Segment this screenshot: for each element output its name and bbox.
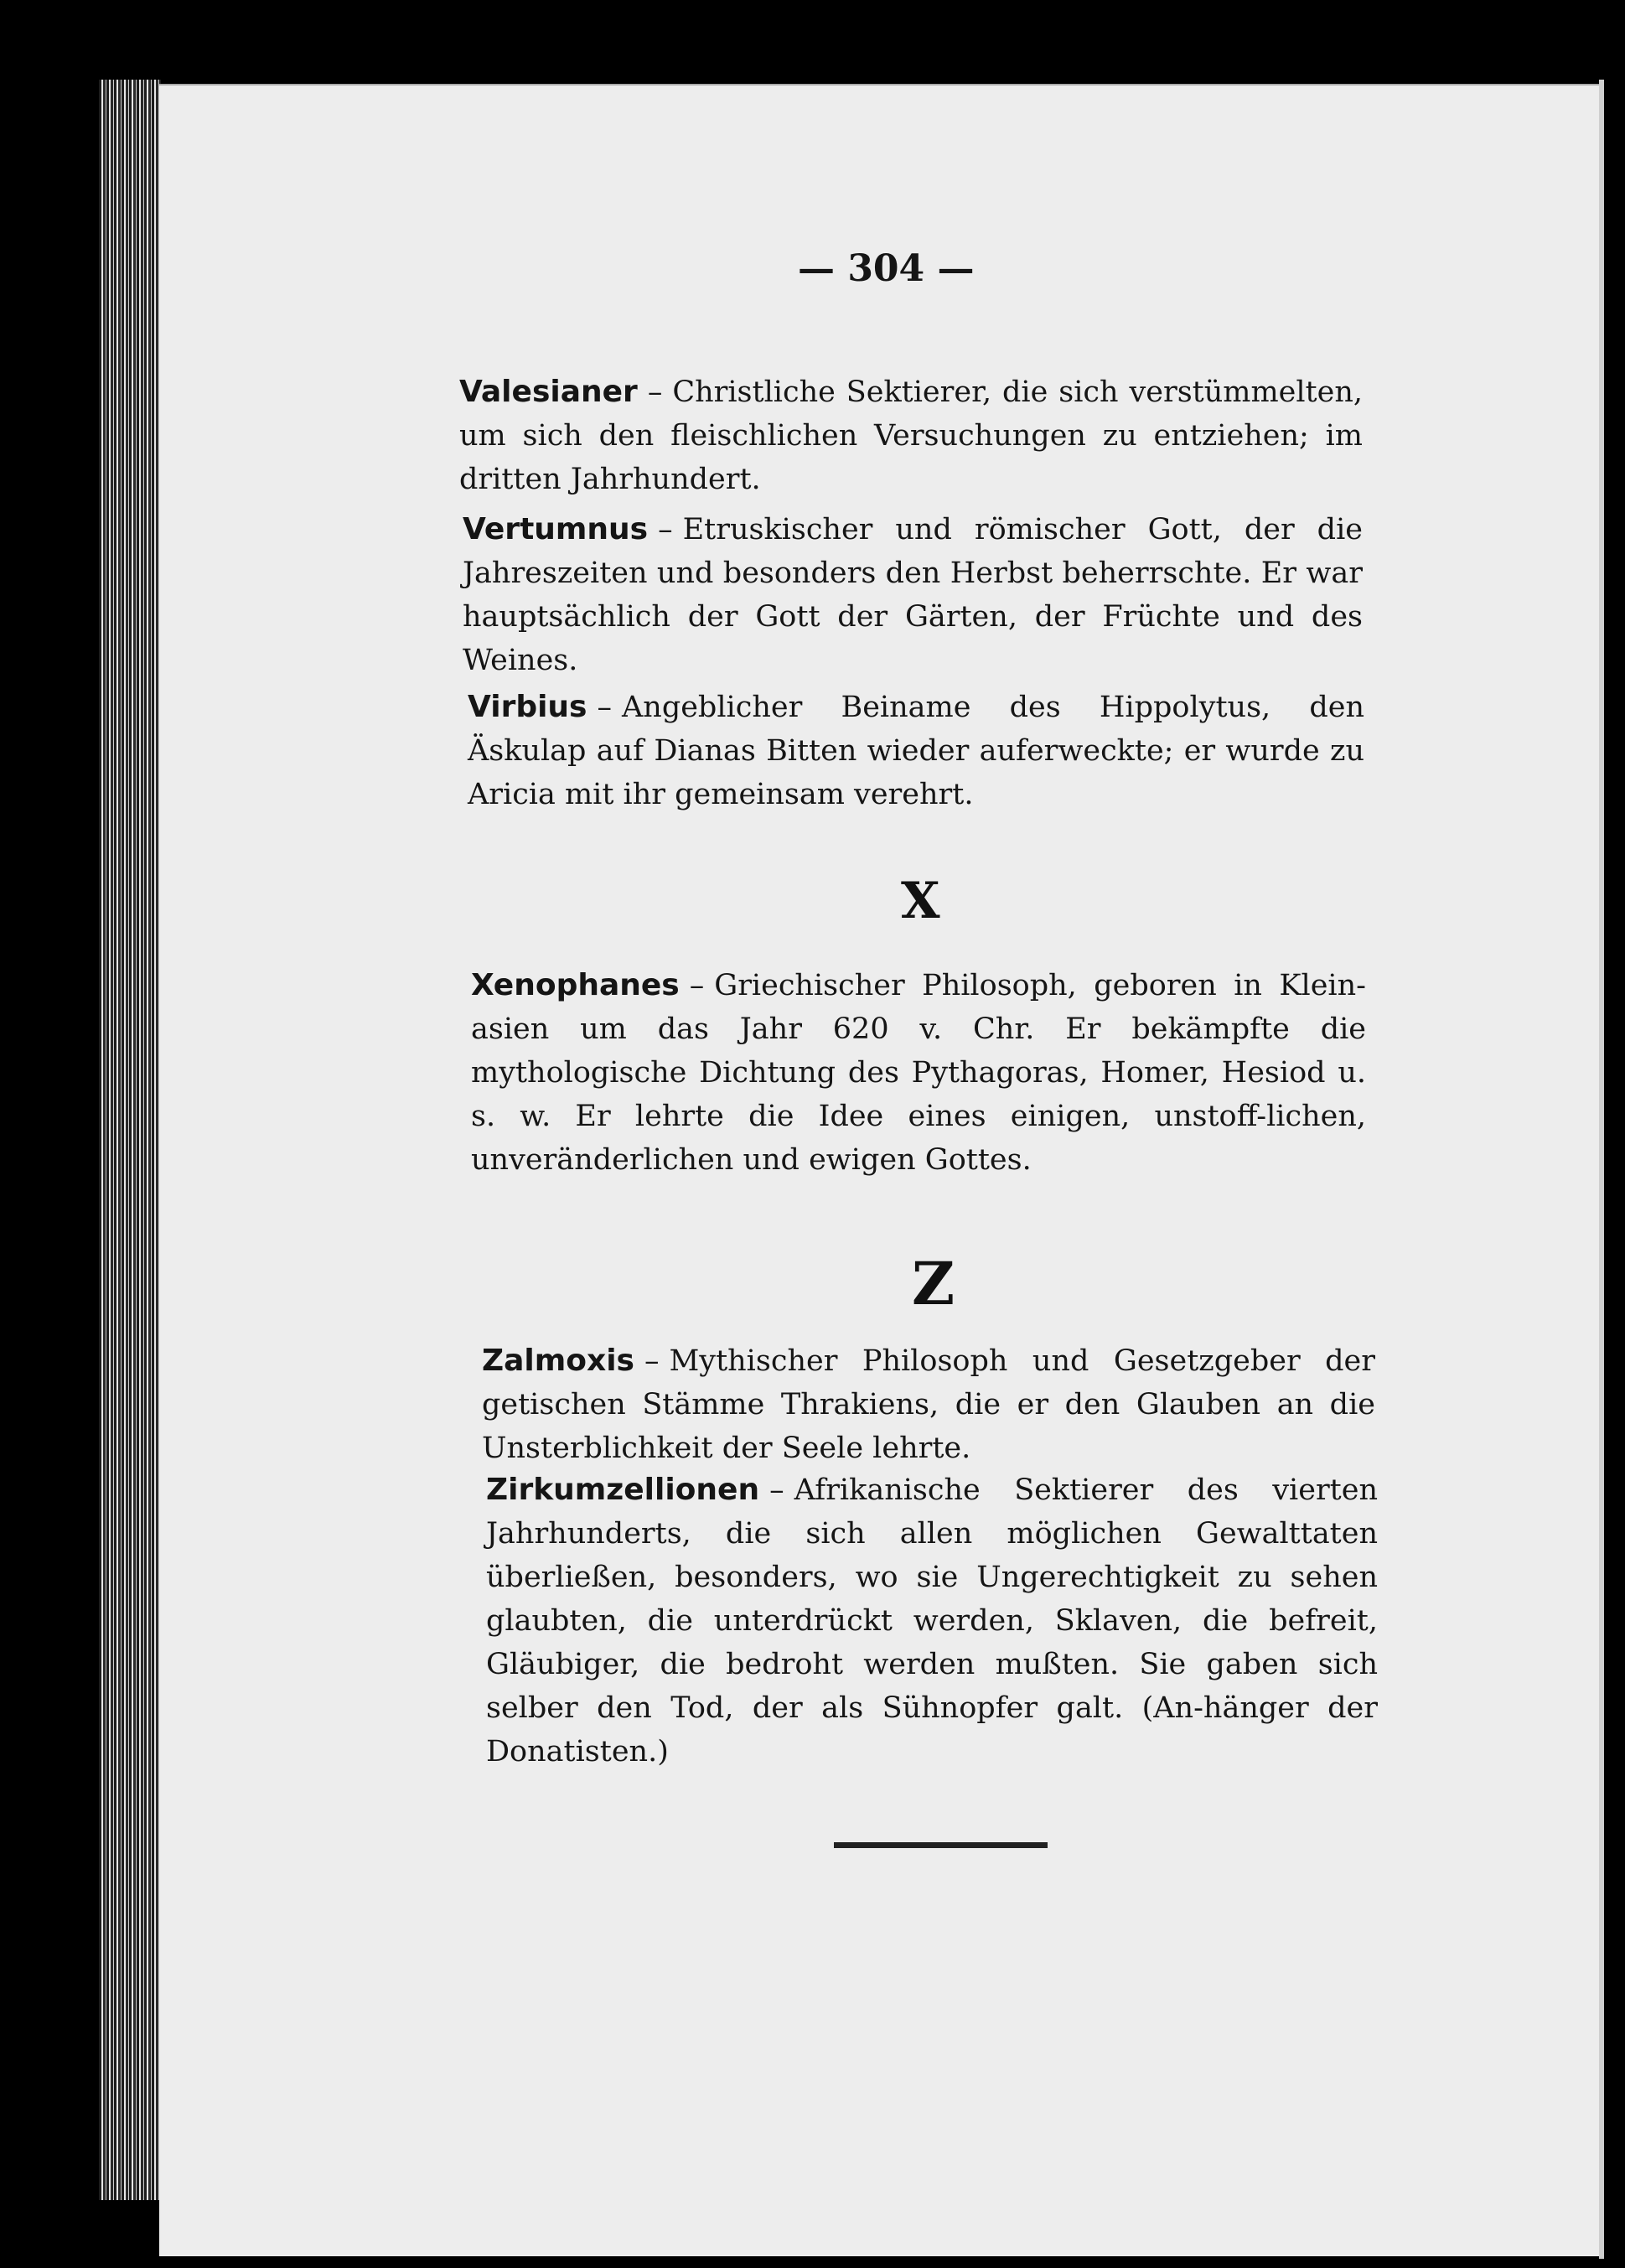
entry-text: Griechischer Philosoph, geboren in Klein-asien um das Jahr 620 v. Chr. Er bekämpfte die mythologische Dichtung des Pythagoras, Homer, Hesiod u. s. w. Er lehrte die Idee eines einigen, unstoff-lichen, unveränderlichen und ewigen Gottes. (471, 969, 1366, 1177)
entry-term: Zalmoxis (482, 1344, 634, 1378)
entry-text: Christliche Sektierer, die sich verstümmelten, um sich den fleischlichen Versuchungen zu entziehen; im dritten Jahrhundert. (459, 375, 1363, 496)
entry-term: Zirkumzellionen (486, 1473, 760, 1507)
entry-dash: – (647, 375, 663, 409)
entry-dash: – (769, 1473, 784, 1507)
entry-vertumnus (463, 508, 1363, 682)
entry-term: Valesianer (459, 375, 638, 409)
entry-zalmoxis (482, 1339, 1375, 1470)
entry-virbius (468, 686, 1364, 816)
entry-term: Vertumnus (463, 512, 649, 546)
page-right-edge (1599, 80, 1604, 2259)
entry-zirkumzellionen (486, 1468, 1378, 1773)
entry-term: Xenophanes (471, 968, 680, 1002)
entry-text: Angeblicher Beiname des Hippolytus, den Äskulap auf Dianas Bitten wieder auferweckte; er wurde zu Aricia mit ihr gemeinsam verehrt. (468, 691, 1364, 811)
entry-term: Virbius (468, 690, 587, 724)
entry-dash: – (658, 513, 673, 546)
entry-text: Afrikanische Sektierer des vierten Jahrhunderts, die sich allen möglichen Gewalttaten überließen, besonders, wo sie Ungerechtigkeit zu sehen glaubten, die unterdrückt werden, Sklaven, die befreit, Gläubiger, die bedroht werden mußten. Sie gaben sich selber den Tod, der als Sühnopfer galt. (An-hänger der Donatisten.) (486, 1473, 1378, 1768)
book-page-edges (99, 80, 161, 2200)
end-rule (834, 1842, 1048, 1848)
entry-dash: – (689, 969, 705, 1002)
section-letter-z: Z (912, 1249, 955, 1318)
entry-text: Mythischer Philosoph und Gesetzgeber der getischen Stämme Thrakiens, die er den Glauben an die Unsterblichkeit der Seele lehrte. (482, 1344, 1375, 1465)
entry-valesianer (459, 370, 1363, 501)
page-number: — 304 — (798, 247, 975, 290)
entry-dash: – (597, 691, 612, 724)
entry-dash: – (644, 1344, 660, 1378)
entry-text: Etruskischer und römischer Gott, der die Jahreszeiten und besonders den Herbst beherrschte. Er war hauptsächlich der Gott der Gärten, der Früchte und des Weines. (463, 513, 1363, 677)
entry-xenophanes (471, 964, 1366, 1182)
section-letter-x: X (901, 872, 940, 930)
